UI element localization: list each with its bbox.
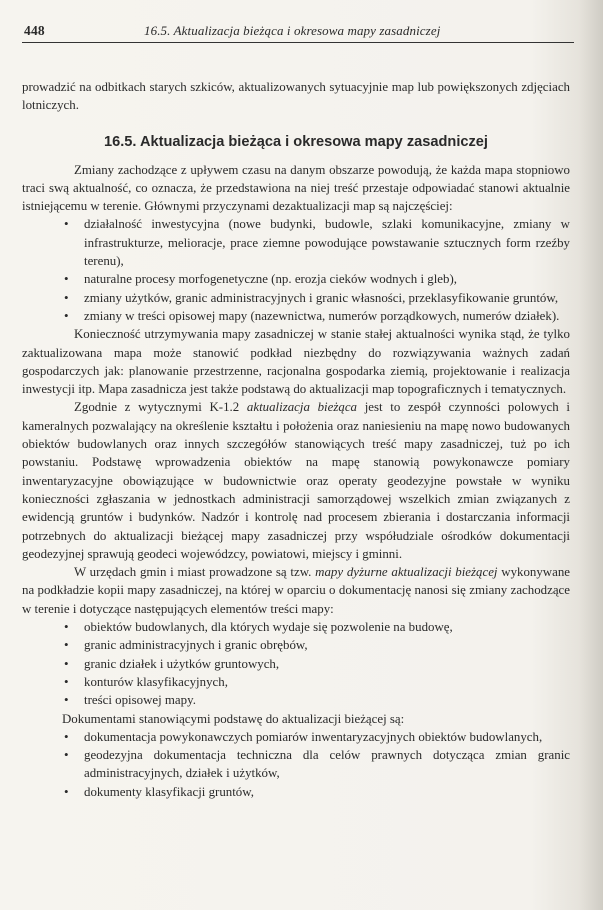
list-item: • granic administracyjnych i granic obrębów, [84, 636, 570, 654]
bullet-icon: • [64, 216, 69, 232]
list-item: • dokumentacja powykonawczych pomiarów inwentaryzacyjnych obiektów budowlanych, [84, 728, 570, 746]
bullet-icon: • [64, 783, 69, 799]
bullet-icon: • [64, 728, 69, 744]
list-item: • działalność inwestycyjna (nowe budynki, budowle, szlaki komunikacyjne, zmiany w infrastrukturze, melioracje, prace ziemne powodujące powstawanie sztucznych form rzeźby terenu), [64, 216, 570, 269]
intro-paragraph: prowadzić na odbitkach starych szkiców, aktualizowanych sytuacyjnie map lub powiększonych zdjęciach lotniczych. [22, 80, 570, 113]
paragraph-documents: Dokumentami stanowiącymi podstawę do aktualizacji bieżącej są: [62, 711, 405, 726]
list-item: • treści opisowej mapy. [84, 691, 570, 709]
bullet-icon: • [64, 271, 69, 287]
emphasis-term: aktualizacja bieżąca [246, 400, 357, 415]
elements-list [22, 618, 570, 709]
paragraph-changes: Zmiany zachodzące z upływem czasu na danym obszarze powodują, że każda mapa stopniowo traci swą aktualność, co oznacza, że przedstawiona na niej treść przestaje odpowiadać stanowi aktualnie istniejącemu w terenie. Głównymi przyczynami dezaktualizacji map są najczęściej: [22, 162, 570, 214]
list-item: • zmiany w treści opisowej mapy (nazewnictwa, numerów porządkowych, numerów działek). [84, 307, 570, 325]
bullet-icon: • [64, 655, 69, 671]
list-item: • zmiany użytków, granic administracyjnych i granic własności, przeklasyfikowanie gruntów, [84, 289, 570, 307]
list-item: • dokumenty klasyfikacji gruntów, [84, 783, 570, 801]
bullet-icon: • [64, 289, 69, 305]
list-item: • naturalne procesy morfogenetyczne (np. erozja cieków wodnych i gleb), [84, 270, 570, 288]
list-item: • geodezyjna dokumentacja techniczna dla celów prawnych dotycząca zmian granic administracyjnych, działek i użytków, [64, 747, 570, 781]
bullet-icon: • [64, 673, 69, 689]
list-item: • obiektów budowlanych, dla których wydaje się pozwolenie na budowę, [84, 618, 570, 636]
bullet-icon: • [64, 747, 69, 763]
bullet-icon: • [64, 637, 69, 653]
page-header [22, 22, 574, 43]
emphasis-term: mapy dyżurne aktualizacji bieżącej [315, 565, 498, 580]
bullet-icon: • [64, 692, 69, 708]
paragraph-necessity: Konieczność utrzymywania mapy zasadniczej w stanie stałej aktualności wynika stąd, że tylko zaktualizowana mapa może stanowić podkład niezbędny do rozwiązywania ważnych zadań gospodarczych jak: planowanie przestrzenne, racjonalna gospodarka ziemią, projektowanie i realizacja inwestycji itp. Mapa zasadnicza jest także podstawą do aktualizacji map topograficznych i tematycznych. [22, 327, 570, 397]
paragraph-duty-maps: W urzędach gmin i miast prowadzone są tzw. mapy dyżurne aktualizacji bieżącej wykonywane na podkładzie kopii mapy zasadniczej, na której w oparciu o dokumentację nanosi się zmiany zachodzące w terenie i dotyczące następujących elementów treści mapy: [22, 565, 570, 616]
documents-list [22, 728, 570, 801]
causes-list [22, 215, 570, 325]
page-number: 448 [24, 23, 45, 38]
list-item: • konturów klasyfikacyjnych, [84, 673, 570, 691]
bullet-icon: • [64, 307, 69, 323]
page-content [22, 78, 570, 801]
running-head: 16.5. Aktualizacja bieżąca i okresowa mapy zasadniczej [144, 23, 441, 38]
bullet-icon: • [64, 619, 69, 635]
list-item: • granic działek i użytków gruntowych, [84, 655, 570, 673]
section-title: 16.5. Aktualizacja bieżąca i okresowa mapy zasadniczej [104, 133, 488, 150]
paragraph-guidelines: Zgodnie z wytycznymi K-1.2 aktualizacja bieżąca jest to zespół czynności polowych i kameralnych pozwalający na określenie kształtu i położenia oraz naniesieniu na mapę nowo budowanych obiektów budowlanych oraz innych szczegółów stanowiących treść mapy zasadniczej, tuż po ich powstaniu. Podstawę wprowadzenia obiektów na mapę stanowią powykonawcze pomiary inwentaryzacyjne obowiązujące w budownictwie oraz operaty geodezyjne powstałe w wyniku konieczności zgłaszania w jednostkach administracji samorządowej wszelkich zmian związanych z ewidencją gruntów i budynków. Nadzór i kontrolę nad procesem zbierania i dostarczania informacji potrzebnych do aktualizacji bieżącej mapy zasadniczej przy współudziale ośrodków dokumentacji geodezyjnej sprawują geodeci wojewódzcy, powiatowi, miejscy i gminni. [22, 400, 570, 561]
